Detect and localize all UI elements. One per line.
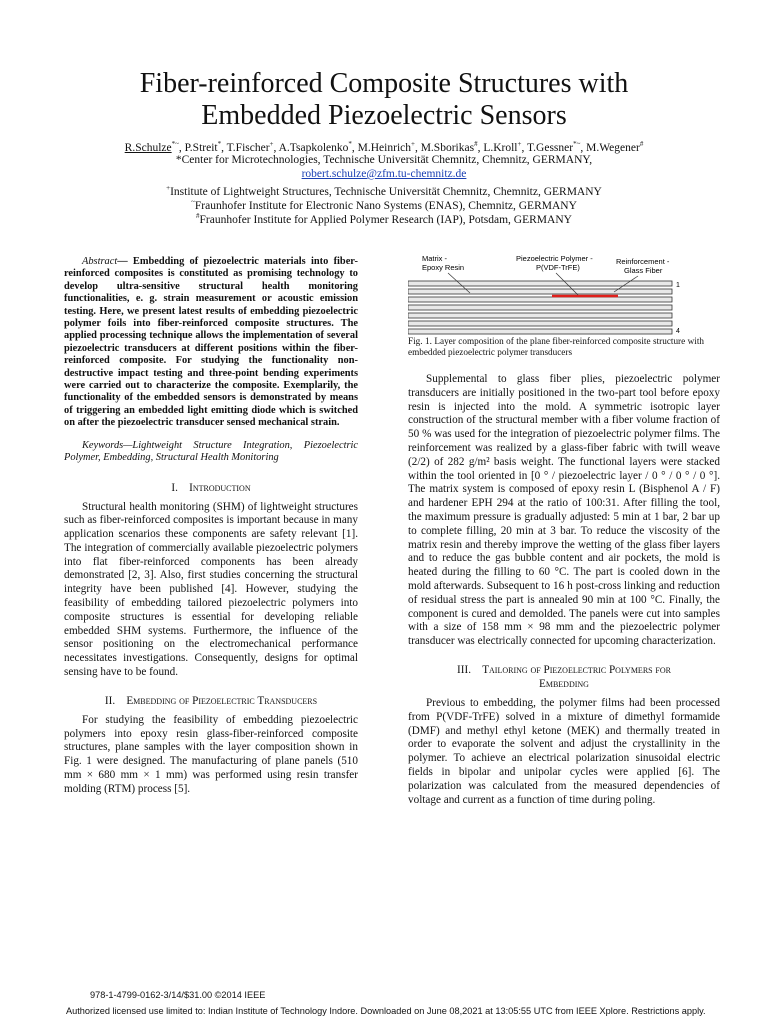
- label-reinforcement-2: Glass Fiber: [624, 266, 663, 275]
- affiliation-2-text: Institute of Lightweight Structures, Technische Universität Chemnitz, Chemnitz, GERMANY: [170, 185, 602, 198]
- layer-label-bottom: 4: [676, 328, 680, 335]
- right-paragraph: Supplemental to glass fiber plies, piezoelectric polymer transducers are initially positioned in the two-part tool before epoxy resin is injected into the mold. A symmetric isotropic layer construction of the structural member with a fiber volume fraction of 50 % was used for the integration of piezoelectric polymer films. The reinforcement was realized by a glass-fiber fabric with twill weave (2/2) of 282 g/m² basis weight. The functional layers were stacked within the tool oriented in [0 ° / piezoelectric layer / 0 ° / 0 ° / 0 °]. The matrix system is composed of epoxy resin L (Bisphenol A / F) and hardener EPH 294 at the ratio of 100:31. After filling the tool, the maximum pressure is gradually adjusted: 5 min at 1 bar, 2 bar up to complete filling, 20 min at 3 bar. To reduce the viscosity of the matrix resin and thereby improve the wetting of the glass fiber layers and to reduce the gas bubble content and air pockets, the mold is heated during the filling to 60 °C. The part is cooled down in the mold afterwards. Subsequent to 16 h post-cross linking and reduction of residual stress the part is annealed 90 min at 100 °C. Finally, the component is cured and demolded. The panels were cut into samples with a size of 158 mm × 98 mm and the piezoelectric polymer transducer was electrically connected for upcoming characterization.: [408, 373, 720, 648]
- affiliation-email: [40, 167, 728, 181]
- title-line-2: Embedded Piezoelectric Sensors: [201, 100, 567, 131]
- section-2-body: For studying the feasibility of embedding piezoelectric polymers into epoxy resin glass-fiber-reinforced composite structures, plane samples with the layer composition shown in Fig. 1 were designed. The manufacturing of plane panels (510 mm × 680 mm × 1 mm) was performed using resin transfer molding (RTM) process [5].: [64, 713, 358, 795]
- author-3-mark: +: [269, 140, 274, 148]
- author-2: P.Streit: [184, 141, 218, 154]
- label-piezo-1: Piezoelectric Polymer -: [516, 254, 593, 263]
- section-2-number: II.: [104, 694, 116, 707]
- abstract: [64, 256, 358, 430]
- section-2-heading: [64, 694, 358, 708]
- abstract-text: — Embedding of piezoelectric materials into fiber-reinforced composites is constituted as promising technology to develop ultra-sensitive structural health monitoring functionalities, e. g. strain measurement or acoustic emission testing. Here, we present latest results of embedding piezoelectric polymer foils into fiber-reinforced composite structures. The applied processing technique allows the implementation of several piezoelectric transducers at different positions within the fiber-reinforced composite. For studying the functionality non-destructive impact testing and three-point bending experiments were carried out to characterize the composite. Exemplarily, the functionality of the embedded sensors is demonstrated by means of triggering an embedded light emitting diode which is switched on after the piezoelectric transducer sensed mechanical strain.: [64, 256, 358, 429]
- title-line-1: Fiber-reinforced Composite Structures with: [139, 68, 629, 99]
- author-2-mark: *: [217, 140, 222, 148]
- section-1-number: I.: [171, 481, 178, 494]
- left-column: [64, 256, 358, 797]
- section-2-title: Embedding of Piezoelectric Transducers: [126, 694, 318, 707]
- layer-4: [408, 305, 672, 310]
- label-matrix-2: Epoxy Resin: [422, 263, 465, 272]
- label-matrix-1: Matrix -: [422, 254, 447, 263]
- section-3-number: III.: [457, 663, 471, 676]
- section-1-title: Introduction: [189, 481, 251, 494]
- affiliation-3-mark: ~: [191, 198, 195, 206]
- author-9: M.Wegener: [586, 141, 640, 154]
- author-8-mark: *~: [573, 140, 581, 148]
- paper-title: [60, 68, 708, 132]
- affiliation-3-text: Fraunhofer Institute for Electronic Nano Systems (ENAS), Chemnitz, GERMANY: [194, 199, 577, 212]
- author-first-mark: *~: [171, 140, 179, 148]
- figure-1-caption: Fig. 1. Layer composition of the plane fiber-reinforced composite structure with embedded piezoelectric polymer transducers: [408, 336, 704, 357]
- affiliation-4-text: Fraunhofer Institute for Applied Polymer Research (IAP), Potsdam, GERMANY: [199, 213, 572, 226]
- layer-6: [408, 321, 672, 326]
- section-1-body: Structural health monitoring (SHM) of lightweight structures such as fiber-reinforced composites is important because in many application scenarios these components are safety relevant [1]. The integration of commercially available piezoelectric polymers into flat fiber-reinforced components has been already demonstrated [2, 3]. Also, first studies concerning the structural integrity have been published [4]. However, studying the feasibility of embedding tailored piezoelectric polymers into composite structures is essential for developing reliable embedded SHM systems. Furthermore, the influence of the sensor positioning on the electromechanical performance necessitates investigations. Consequently, designs for optimal sensing have to be found.: [64, 500, 358, 679]
- section-3-title-2: Embedding: [539, 677, 589, 690]
- right-column: [408, 373, 720, 807]
- affiliation-4: [40, 209, 728, 227]
- author-7-mark: +: [517, 140, 522, 148]
- layer-stack: [408, 281, 672, 334]
- section-3-heading: [408, 663, 720, 691]
- abstract-label: Abstract: [82, 256, 118, 267]
- copyright-line: 978-1-4799-0162-3/14/$31.00 ©2014 IEEE: [90, 990, 266, 1000]
- author-8: T.Gessner: [527, 141, 574, 154]
- author-5-mark: +: [411, 140, 415, 148]
- author-4-mark: *: [348, 140, 352, 148]
- affiliation-4-mark: #: [196, 212, 200, 220]
- author-6-mark: #: [474, 140, 478, 148]
- affiliation-1: *Center for Microtechnologies, Technische Universität Chemnitz, Chemnitz, GERMANY,: [175, 154, 593, 166]
- layer-label-top: 1: [676, 282, 680, 289]
- section-1-heading: [64, 481, 358, 495]
- keywords: Keywords—Lightweight Structure Integration, Piezoelectric Polymer, Embedding, Structural Health Monitoring: [64, 439, 358, 464]
- author-9-mark: #: [639, 140, 644, 148]
- section-3-title-1: Tailoring of Piezoelectric Polymers for: [482, 663, 671, 676]
- layer-3: [408, 297, 672, 302]
- author-first: R.Schulze: [124, 141, 172, 154]
- author-3: T.Fischer: [226, 141, 270, 154]
- label-reinforcement-1: Reinforcement -: [616, 257, 670, 266]
- layer-7: [408, 329, 672, 334]
- license-line: Authorized licensed use limited to: Indian Institute of Technology Indore. Downloaded on June 08,2021 at 13:05:55 UTC from IEEE Xplore. Restrictions apply.: [66, 1006, 706, 1016]
- affiliation-2-mark: +: [166, 184, 171, 192]
- author-5: M.Heinrich: [357, 141, 411, 154]
- label-piezo-2: P(VDF-TrFE): [536, 263, 580, 272]
- layer-1: [408, 281, 672, 286]
- email-link[interactable]: robert.schulze@zfm.tu-chemnitz.de: [301, 168, 467, 180]
- layer-2: [408, 289, 672, 294]
- author-7: L.Kroll: [483, 141, 518, 154]
- author-6: M.Sborikas: [420, 141, 475, 154]
- author-list: R.Schulze*~, P.Streit*, T.Fischer+, A.Tsapkolenko*, M.Heinrich+, M.Sborikas#, L.Kroll+, T.Gessner*~, M.Wegener#: [124, 140, 644, 154]
- figure-1-layer-diagram: [408, 253, 704, 339]
- layer-5: [408, 313, 672, 318]
- author-4: A.Tsapkolenko: [278, 141, 349, 154]
- section-3-body: Previous to embedding, the polymer films had been processed from P(VDF-TrFE) solved in a mixture of dimethyl formamide (DMF) and methyl ethyl ketone (MEK) and thermally treated in order to evaporate the solvent and adjust the crystallinity in the polymer. To achieve an electrical polarization sinusoidal electric fields in bipolar and unipolar cycles were applied [6]. The polarization was calculated from the measured dependencies of voltage and current as a function of time during poling.: [408, 696, 720, 806]
